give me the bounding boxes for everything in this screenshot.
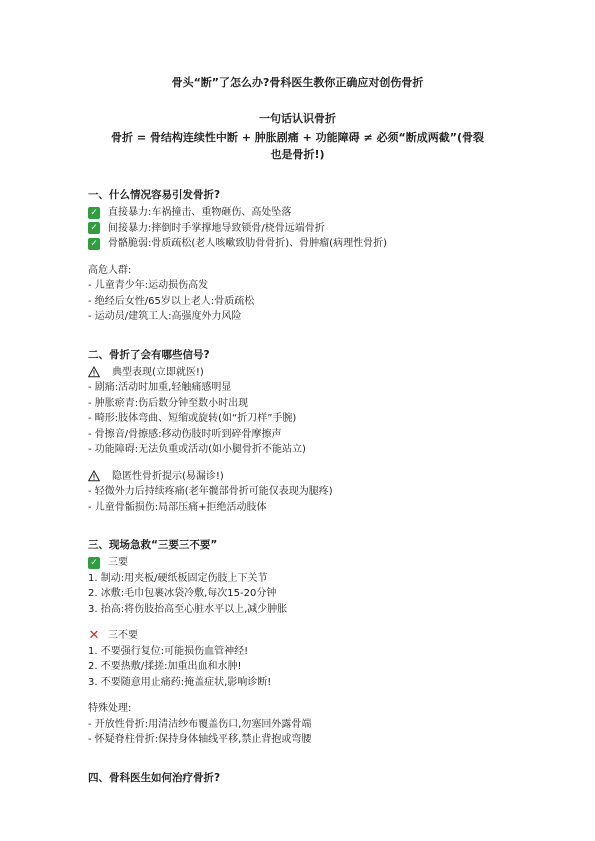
section-causes [88,187,507,325]
hidden-label: 隐匿性骨折提示(易漏诊!) [112,470,224,482]
list-item: 1. 制动:用夹板/硬纸板固定伤肢上下关节 [88,572,268,584]
section-heading: 一、什么情况容易引发骨折? [88,189,221,201]
white-check-mark-icon: ✓ [88,557,100,569]
cause-item [88,236,507,252]
list-item: - 儿童骨骺损伤:局部压痛+拒绝活动肢体 [88,501,267,513]
list-item: 2. 不要热敷/揉搓:加重出血和水肿! [88,661,242,672]
dont-label-row [88,628,507,644]
list-item: - 功能障碍:无法负重或活动(如小腿骨折不能站立) [88,444,306,455]
list-item: - 运动员/建筑工人:高强度外力风险 [88,311,242,322]
cause-text: 骨骼脆弱:骨质疏松(老人咳嗽致肋骨骨折)、骨肿瘤(病理性骨折) [108,238,387,249]
section-first-aid [88,537,507,748]
section-heading: 二、骨折了会有哪些信号? [88,348,210,361]
formula-line-2: 也是骨折!) [270,148,325,161]
list-item: 1. 不要强行复位:可能损伤血管神经! [88,645,249,657]
section-heading: 三、现场急救“三要三不要” [88,539,218,551]
white-check-mark-icon: ✓ [88,207,100,219]
dont-label: 三不要 [108,630,138,641]
list-item: 3. 不要随意用止痛药:掩盖症状,影响诊断! [88,676,272,688]
section-signals [88,347,507,516]
list-item: - 骨擦音/骨擦感:移动伤肢时听到碎骨摩擦声 [88,428,282,440]
section-treatment [88,770,507,785]
doc-title: 骨头“断”了怎么办?骨科医生教你正确应对创伤骨折 [171,76,424,89]
section-heading: 四、骨科医生如何治疗骨折? [88,771,221,784]
cause-item [88,221,507,237]
typical-label-row [88,365,507,381]
warning-icon [88,470,100,482]
list-item: - 绝经后女性/65岁以上老人:骨质疏松 [88,295,255,307]
hidden-label-row [88,469,507,485]
formula-block [88,129,507,163]
formula-line-1: 骨折 = 骨结构连续性中断 + 肿胀剧痛 + 功能障碍 ≠ 必须“断成两截”(骨裂 [111,131,484,144]
list-item: - 怀疑脊柱骨折:保持身体轴线平移,禁止背抱或弯腰 [88,734,312,745]
white-check-mark-icon: ✓ [88,222,100,234]
list-item: 3. 抬高:将伤肢抬高至心脏水平以上,减少肿胀 [88,603,288,615]
typical-label: 典型表现(立即就医!) [112,366,204,378]
cross-mark-icon: ✕ [88,627,100,643]
special-label: 特殊处理: [88,703,132,714]
list-item: - 开放性骨折:用清洁纱布覆盖伤口,勿塞回外露骨端 [88,718,312,730]
do-label: 三要 [108,557,128,568]
cause-item [88,205,507,221]
cause-text: 直接暴力:车祸撞击、重物砸伤、高处坠落 [108,207,292,218]
cause-text: 间接暴力:摔倒时手掌撑地导致锁骨/桡骨远端骨折 [108,222,325,234]
risk-label: 高危人群: [88,264,132,276]
list-item: - 轻微外力后持续疼痛(老年髋部骨折可能仅表现为腿疼) [88,486,333,497]
list-item: - 剧痛:活动时加重,轻触痛感明显 [88,382,232,393]
do-label-row [88,555,507,571]
white-check-mark-icon: ✓ [88,238,100,250]
list-item: 2. 冰敷:毛巾包裹冰袋冷敷,每次15-20分钟 [88,588,277,599]
list-item: - 儿童青少年:运动损伤高发 [88,280,209,291]
list-item: - 畸形:肢体弯曲、短缩或旋转(如“折刀样”手腕) [88,413,297,424]
one-line-header: 一句话认识骨折 [259,112,336,125]
list-item: - 肿胀瘀青:伤后数分钟至数小时出现 [88,397,249,409]
warning-icon [88,366,100,378]
